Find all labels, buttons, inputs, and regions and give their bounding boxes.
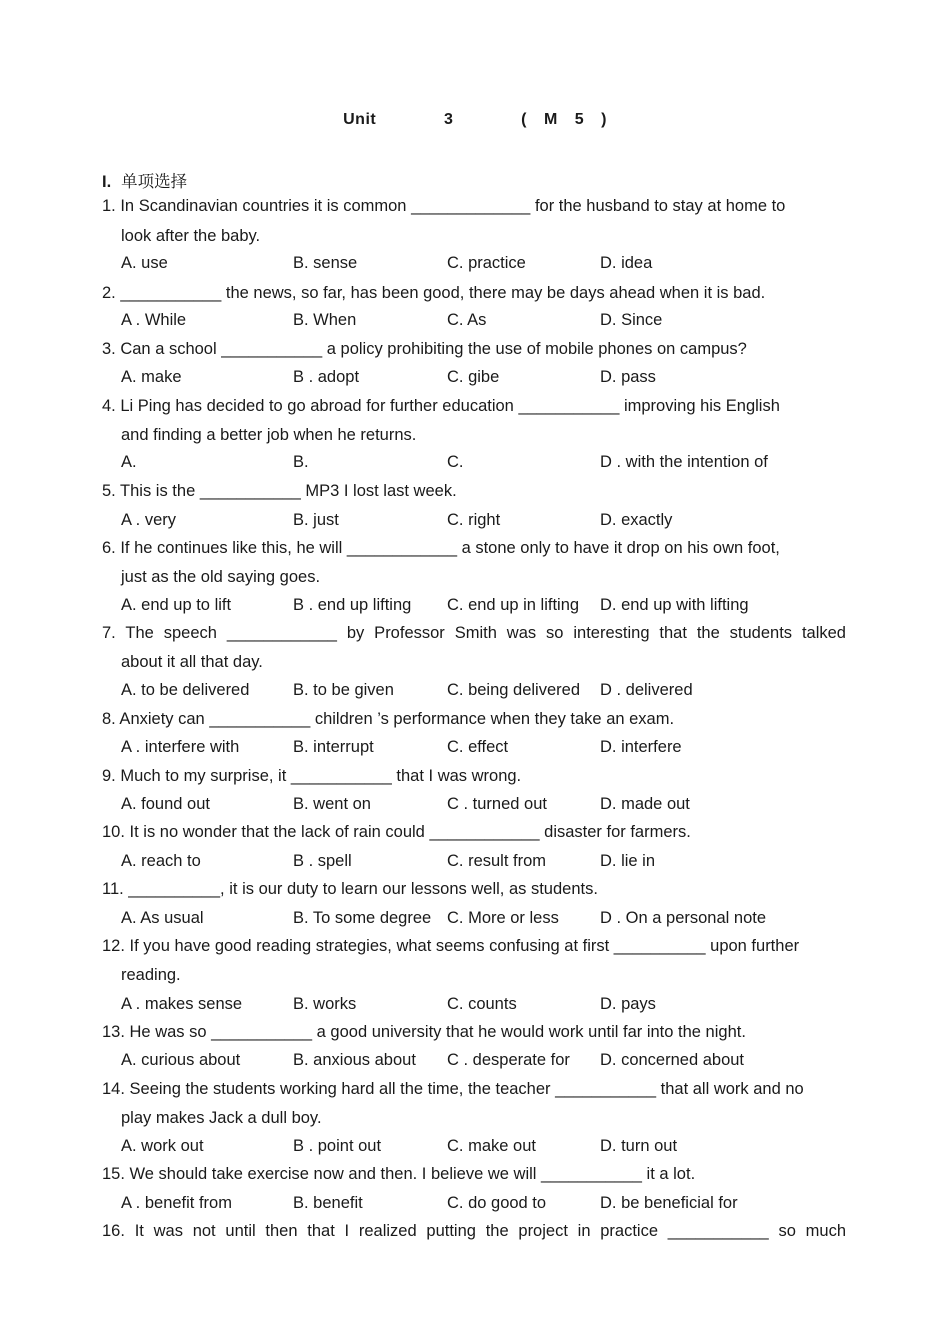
option-a: A. to be delivered <box>121 681 250 699</box>
option-c: C . desperate for <box>447 1051 570 1069</box>
question-text: 13. He was so ___________ a good university that he would work until far into the night. <box>102 1023 746 1041</box>
section-label: 单项选择 <box>121 173 188 191</box>
question-text: 2. ___________ the news, so far, has been good, there may be days ahead when it is bad. <box>102 284 766 302</box>
option-a: A . While <box>121 311 187 329</box>
option-b: B. to be given <box>293 681 394 699</box>
option-b: B . end up lifting <box>293 596 412 614</box>
option-c: C. gibe <box>447 368 500 386</box>
question-text-continued: play makes Jack a dull boy. <box>121 1109 322 1127</box>
option-c: C. do good to <box>447 1194 547 1212</box>
option-d: D . with the intention of <box>600 453 768 471</box>
option-d: D. be beneficial for <box>600 1194 738 1212</box>
option-a: A. <box>121 453 137 471</box>
option-b: B . spell <box>293 852 352 870</box>
option-a: A. found out <box>121 795 210 813</box>
option-b: B. just <box>293 511 339 529</box>
option-b: B. To some degree <box>293 909 432 927</box>
option-c: C. <box>447 453 464 471</box>
option-c: C. result from <box>447 852 547 870</box>
option-c: C. make out <box>447 1137 536 1155</box>
question-text: 10. It is no wonder that the lack of rain could ____________ disaster for farmers. <box>102 823 691 841</box>
option-c: C. As <box>447 311 487 329</box>
option-d: D. made out <box>600 795 690 813</box>
option-a: A . makes sense <box>121 995 243 1013</box>
option-a: A. end up to lift <box>121 596 232 614</box>
question-text: 14. Seeing the students working hard all the time, the teacher ___________ that all work and no <box>102 1080 804 1098</box>
option-d: D. idea <box>600 254 653 272</box>
option-b: B. works <box>293 995 357 1013</box>
question-text: 8. Anxiety can ___________ children ’s performance when they take an exam. <box>102 710 675 728</box>
section-number: I. <box>102 173 112 191</box>
option-d: D. exactly <box>600 511 673 529</box>
option-d: D. Since <box>600 311 663 329</box>
option-d: D . delivered <box>600 681 693 699</box>
option-b: B. anxious about <box>293 1051 416 1069</box>
option-a: A . very <box>121 511 177 529</box>
option-a: A. As usual <box>121 909 204 927</box>
option-d: D. end up with lifting <box>600 596 749 614</box>
option-d: D. turn out <box>600 1137 678 1155</box>
option-b: B. benefit <box>293 1194 363 1212</box>
option-d: D. lie in <box>600 852 656 870</box>
option-a: A . benefit from <box>121 1194 232 1212</box>
question-text-continued: look after the baby. <box>121 227 261 245</box>
question-text: 6. If he continues like this, he will ____________ a stone only to have it drop on his own foot, <box>102 539 780 557</box>
section-heading <box>102 168 187 192</box>
option-a: A . interfere with <box>121 738 240 756</box>
question-text: 5. This is the ___________ MP3 I lost last week. <box>102 482 457 500</box>
question-text: 1. In Scandinavian countries it is common _____________ for the husband to stay at home to <box>102 197 786 215</box>
question-text: 16. It was not until then that I realized putting the project in practice ___________ so much <box>102 1222 846 1240</box>
option-b: B . point out <box>293 1137 382 1155</box>
option-b: B . adopt <box>293 368 360 386</box>
option-d: D. concerned about <box>600 1051 745 1069</box>
option-d: D . On a personal note <box>600 909 767 927</box>
question-text: 15. We should take exercise now and then. I believe we will ___________ it a lot. <box>102 1165 696 1183</box>
option-a: A. work out <box>121 1137 204 1155</box>
option-c: C . turned out <box>447 795 547 813</box>
option-b: B. sense <box>293 254 358 272</box>
option-c: C. right <box>447 511 501 529</box>
option-b: B. interrupt <box>293 738 374 756</box>
option-d: D. interfere <box>600 738 682 756</box>
question-text-continued: and finding a better job when he returns. <box>121 426 417 444</box>
question-text-continued: reading. <box>121 966 181 984</box>
option-c: C. effect <box>447 738 509 756</box>
option-c: C. end up in lifting <box>447 596 580 614</box>
question-text: 3. Can a school ___________ a policy prohibiting the use of mobile phones on campus? <box>102 340 747 358</box>
page-title: Unit 3 ( M 5 ) <box>343 111 607 128</box>
question-text-continued: just as the old saying goes. <box>121 568 321 586</box>
option-c: C. More or less <box>447 909 559 927</box>
question-text: 12. If you have good reading strategies, what seems confusing at first __________ upon further <box>102 937 800 955</box>
option-b: B. <box>293 453 309 471</box>
option-a: A. make <box>121 368 182 386</box>
option-a: A. use <box>121 254 168 272</box>
option-c: C. being delivered <box>447 681 580 699</box>
option-c: C. practice <box>447 254 526 272</box>
option-c: C. counts <box>447 995 517 1013</box>
option-b: B. When <box>293 311 357 329</box>
question-text: 9. Much to my surprise, it ___________ that I was wrong. <box>102 767 522 785</box>
option-b: B. went on <box>293 795 371 813</box>
question-text: 7. The speech ____________ by Professor Smith was so interesting that the students talked <box>102 624 846 642</box>
option-a: A. curious about <box>121 1051 241 1069</box>
question-text: 4. Li Ping has decided to go abroad for further education ___________ improving his English <box>102 397 780 415</box>
option-d: D. pays <box>600 995 656 1013</box>
question-text-continued: about it all that day. <box>121 653 263 671</box>
option-d: D. pass <box>600 368 656 386</box>
question-text: 11. __________, it is our duty to learn our lessons well, as students. <box>102 880 598 898</box>
option-a: A. reach to <box>121 852 201 870</box>
